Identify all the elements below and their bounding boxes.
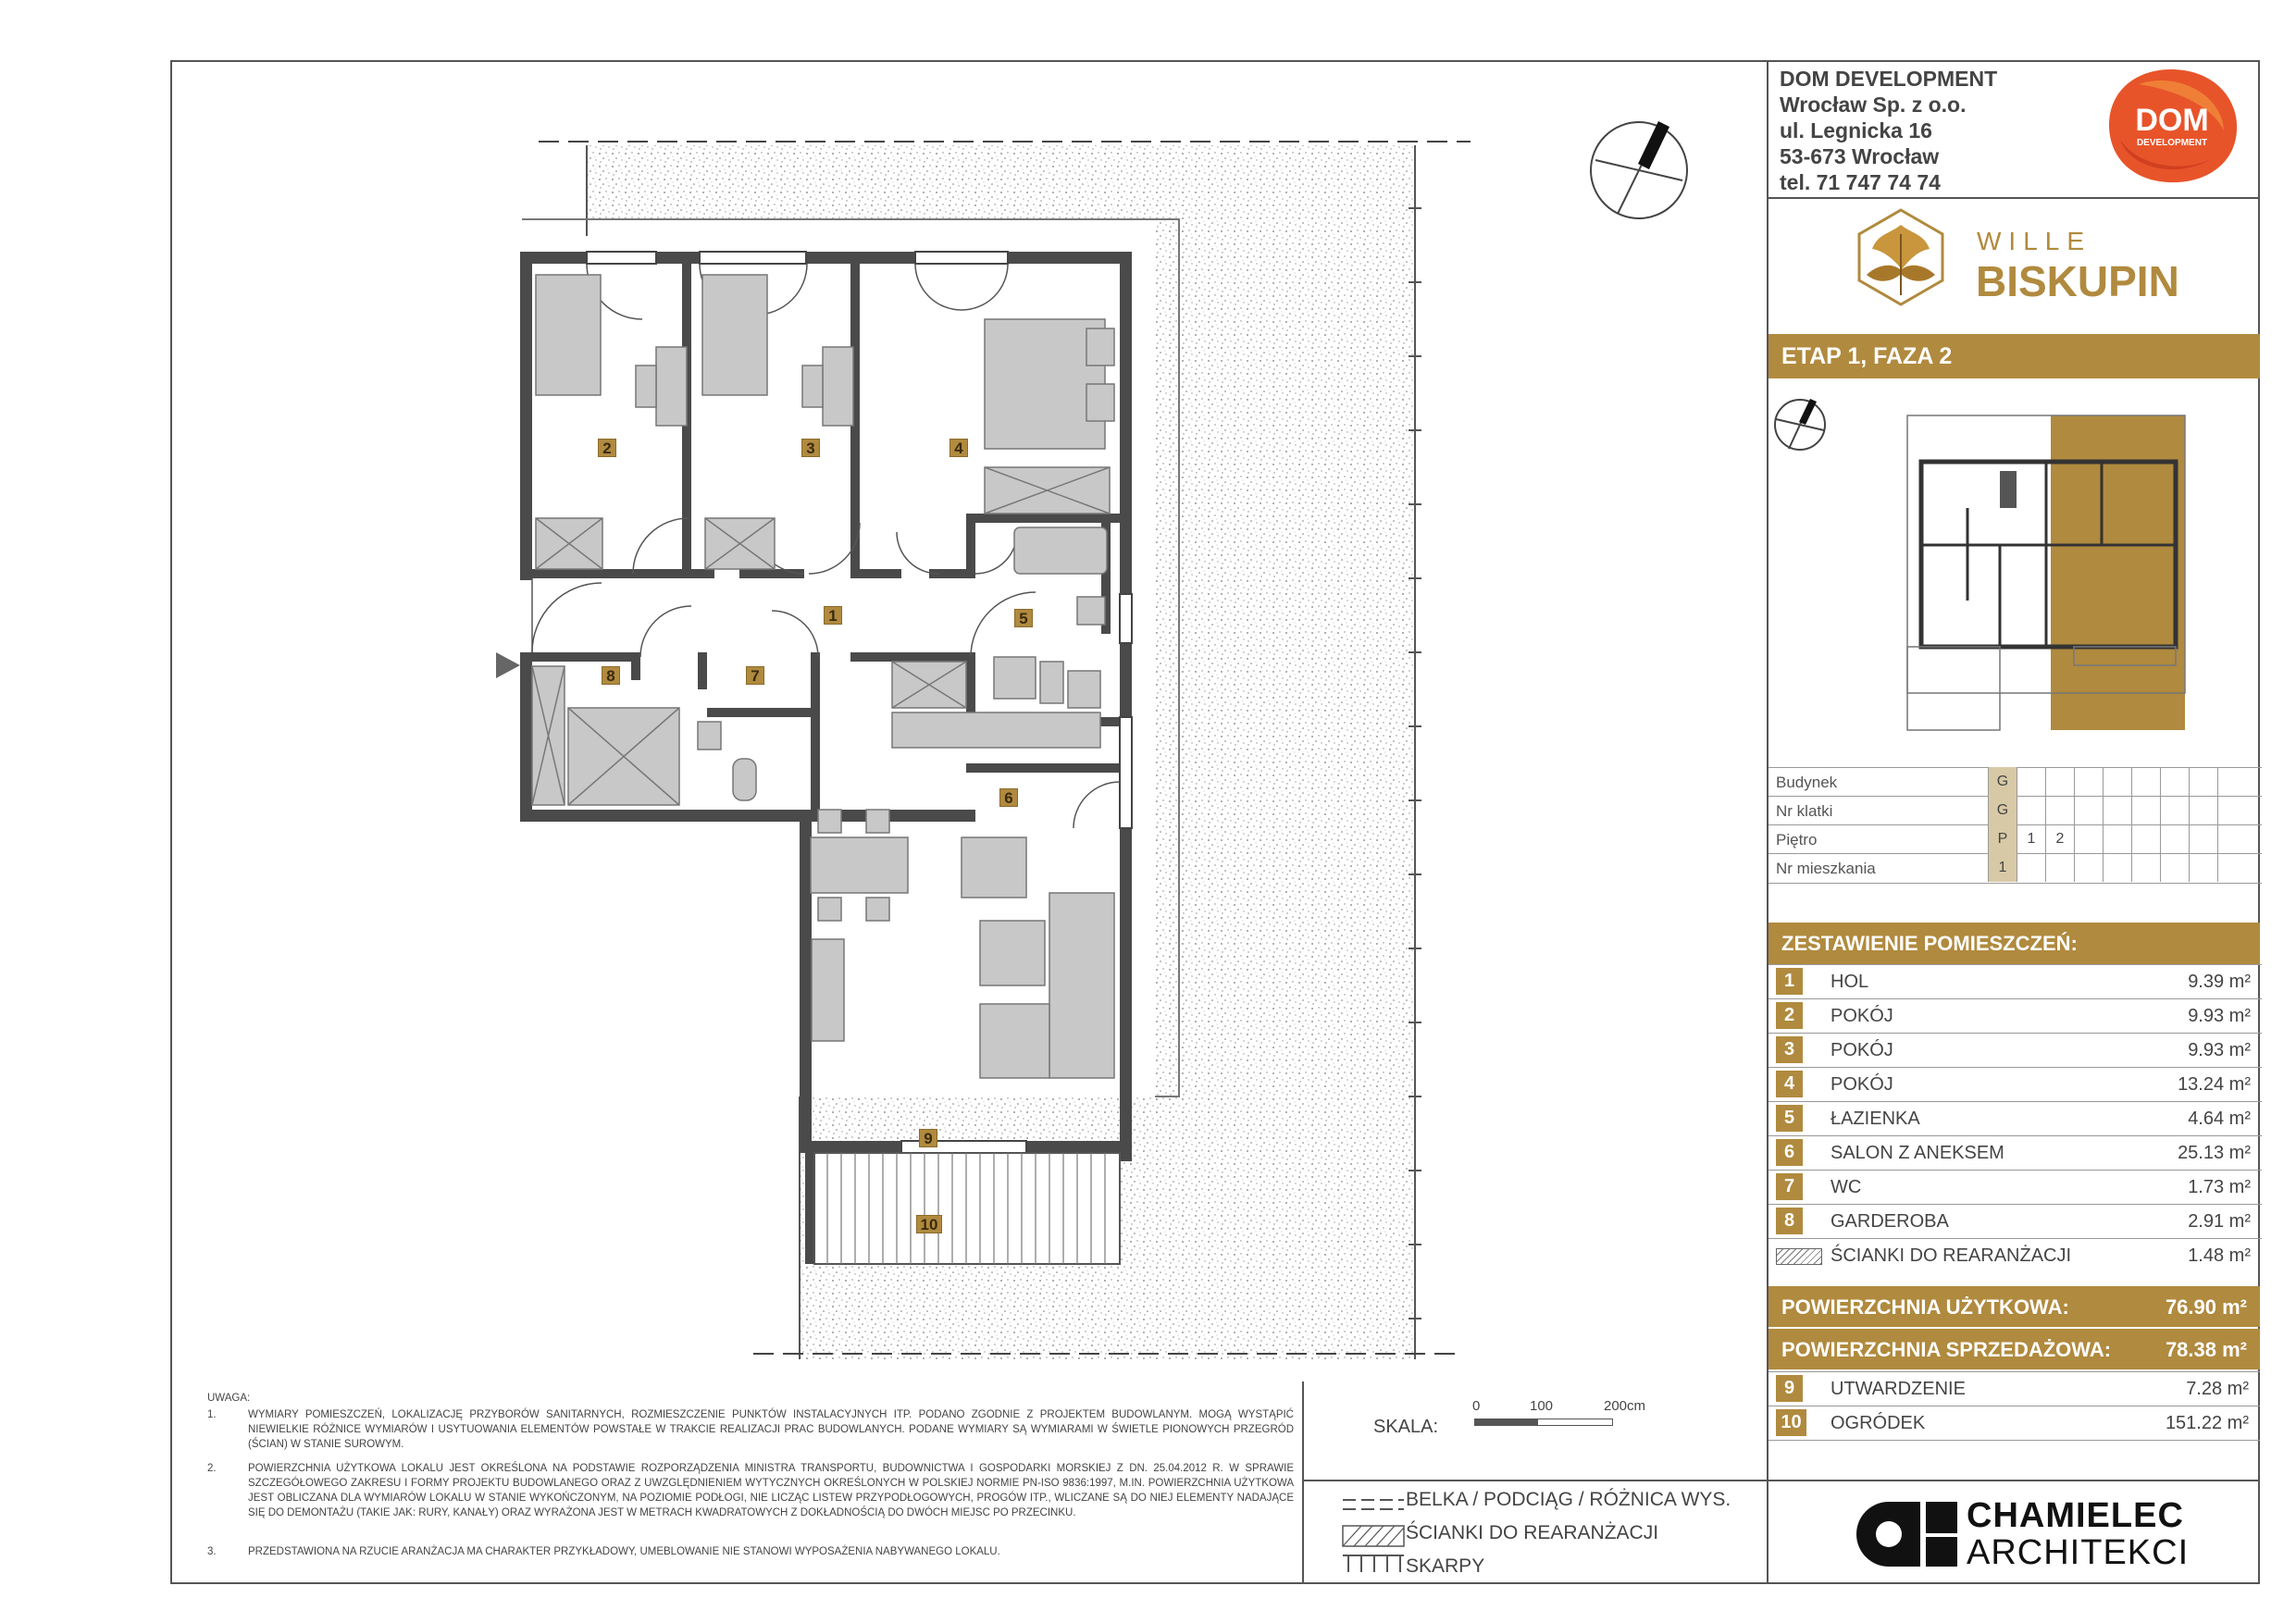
scale-tick-0: 0	[1472, 1398, 1481, 1414]
room-area: 25.13 m²	[2178, 1143, 2251, 1163]
legend-symbols	[1341, 1494, 1406, 1578]
slope-icon	[1343, 1555, 1404, 1572]
plan-label-7: 7	[746, 666, 764, 685]
info-label: Budynek	[1776, 774, 1838, 791]
room-row	[1769, 1033, 2262, 1067]
room-number: 4	[1776, 1071, 1803, 1097]
room-number: 5	[1776, 1105, 1803, 1132]
partitions-area: 1.48 m²	[2188, 1245, 2251, 1266]
scale-bar-dark	[1474, 1419, 1537, 1426]
room-row	[1769, 1170, 2262, 1204]
info-cell: P	[1988, 824, 2017, 853]
info-cell	[2131, 767, 2160, 796]
key-plan	[1769, 378, 2262, 767]
room-area: 9.39 m²	[2188, 972, 2251, 992]
room-row	[1769, 964, 2262, 998]
info-cell: 2	[2045, 824, 2074, 853]
plan-label-9: 9	[919, 1129, 937, 1147]
info-cell	[2189, 767, 2217, 796]
info-cell	[2217, 796, 2246, 824]
info-cell	[2103, 824, 2131, 853]
room-area: 7.28 m²	[2186, 1379, 2249, 1399]
legend-slopes: SKARPY	[1406, 1555, 1485, 1577]
plan-label-5: 5	[1014, 609, 1033, 627]
floor-plan-drawing	[170, 60, 1767, 1381]
plan-label-6: 6	[999, 788, 1018, 807]
plan-label-2: 2	[598, 439, 616, 457]
floor-plan	[170, 60, 1767, 1381]
info-cell	[2045, 853, 2074, 882]
scale-tick-200: 200cm	[1604, 1398, 1646, 1414]
room-area: 2.91 m²	[2188, 1211, 2251, 1232]
note-item	[207, 1461, 1295, 1537]
room-area: 1.73 m²	[2188, 1177, 2251, 1197]
info-cell	[2131, 824, 2160, 853]
notes-title: UWAGA:	[207, 1393, 251, 1404]
info-cell	[2103, 796, 2131, 824]
info-cell	[2160, 853, 2189, 882]
info-cell	[2160, 824, 2189, 853]
company-city: 53-673 Wrocław	[1780, 144, 1940, 168]
room-name: WC	[1831, 1177, 1862, 1197]
usable-area-value: 76.90 m²	[2165, 1295, 2247, 1319]
note-number: 2.	[207, 1463, 217, 1474]
info-cell	[2103, 767, 2131, 796]
info-cell	[2217, 853, 2246, 882]
info-cell: G	[1988, 796, 2017, 824]
scale-tick-100: 100	[1530, 1398, 1554, 1414]
unit-info-table	[1769, 767, 2262, 906]
plan-label-1: 1	[824, 606, 842, 625]
oak-leaf-logo-icon	[1850, 206, 1952, 308]
sale-area-band	[1769, 1329, 2260, 1369]
info-cell: 1	[2017, 824, 2045, 853]
stage-band: ETAP 1, FAZA 2	[1769, 334, 2260, 378]
plan-label-3: 3	[801, 439, 820, 457]
note-text: PRZEDSTAWIONA NA RZUCIE ARANŻACJA MA CHARAKTER PRZYKŁADOWY, UMEBLOWANIE NIE STANOWI WYPOSAŻENIA NABYWANEGO LOKALU.	[248, 1546, 1000, 1557]
info-cell	[2074, 824, 2103, 853]
room-number: 2	[1776, 1002, 1803, 1029]
info-cell	[2217, 767, 2246, 796]
info-cell	[2017, 853, 2045, 882]
info-cell	[2189, 796, 2217, 824]
hatch-icon	[1343, 1526, 1404, 1546]
architect-logo-icon	[1852, 1498, 1963, 1570]
plan-label-8: 8	[602, 666, 620, 685]
room-row-extra	[1769, 1371, 2260, 1406]
scale-bar-light	[1537, 1419, 1613, 1426]
info-cell: 1	[1988, 853, 2017, 882]
hatch-icon	[1776, 1248, 1822, 1265]
room-name: GARDEROBA	[1831, 1211, 1949, 1232]
terrace	[814, 1153, 1120, 1264]
info-cell	[2074, 796, 2103, 824]
info-label: Piętro	[1776, 831, 1818, 849]
plan-label-4: 4	[949, 439, 968, 457]
plan-label-10: 10	[916, 1215, 942, 1233]
architect-logo	[1852, 1493, 2222, 1576]
info-cell	[2045, 767, 2074, 796]
info-cell	[2160, 796, 2189, 824]
room-row	[1769, 1067, 2262, 1101]
room-row	[1769, 1204, 2262, 1238]
room-name: POKÓJ	[1831, 1040, 1893, 1060]
note-number: 1.	[207, 1409, 217, 1420]
note-text: WYMIARY POMIESZCZEŃ, LOKALIZACJĘ PRZYBORÓW SANITARNYCH, ROZMIESZCZENIE PUNKTÓW INSTALACYJNYCH ITP. PODANO ZGODNIE Z PROJEKTEM BUDOWLANYM. MOGĄ WYSTĄPIĆ NIEWIELKIE RÓŻNICE WYMIARÓW I USYTUOWANIA ELEMENTÓW POWSTAŁE W TRAKCIE REALIZACJI PRAC BUDOWLANYCH. PODANE WYMIARY SĄ WYMIARAMI W ŚWIETLE PIONOWYCH PRZEGRÓD (ŚCIAN) W STANIE SUROWYM.	[248, 1409, 1294, 1450]
partitions-row	[1769, 1238, 2262, 1272]
info-cell	[2017, 796, 2045, 824]
room-number: 7	[1776, 1173, 1803, 1200]
info-cell	[2045, 796, 2074, 824]
usable-area-label: POWIERZCHNIA UŻYTKOWA:	[1781, 1295, 2069, 1319]
company-street: ul. Legnicka 16	[1780, 118, 1932, 142]
note-text: POWIERZCHNIA UŻYTKOWA LOKALU JEST OKREŚLONA NA PODSTAWIE ROZPORZĄDZENIA MINISTRA TRANSPORTU, BUDOWNICTWA I GOSPODARKI MORSKIEJ Z DN. 25.04.2012 R. W SPRAWIE SZCZEGÓŁOWEGO ZAKRESU I FORMY PROJEKTU BUDOWLANEGO ORAZ Z UWZGLĘDNIENIEM WYTYCZNYCH OKREŚLONYCH W POLSKIEJ NORMIE PN-ISO 9836:1997, M.IN. POWIERZCHNIA UŻYTKOWA JEST OBLICZANA DLA WYMIARÓW LOKALU W STANIE WYKOŃCZONYM, NA POZIOMIE PODŁOGI, NIE LICZĄC LISTEW PRZYPODŁOGOWYCH, PROGÓW ITP., WLICZANE SĄ DO NIEJ ELEMENTY NADAJĄCE SIĘ DO DEMONTAŻU (TAKIE JAK: RURY, KANAŁY) ORAZ WYRAŻONA JEST W METRACH KWADRATOWYCH Z DOKŁADNOŚCIĄ DO DWÓCH MIEJSC PO PRZECINKU.	[248, 1463, 1294, 1518]
room-name: ŁAZIENKA	[1831, 1109, 1920, 1129]
scale-section	[1304, 1381, 1767, 1480]
dom-logo-text: DOM	[2135, 103, 2209, 138]
company-name: DOM DEVELOPMENT	[1780, 67, 1998, 91]
dom-logo	[2102, 66, 2240, 186]
architect-line2: ARCHITEKCI	[1967, 1533, 2190, 1572]
room-number: 8	[1776, 1208, 1803, 1234]
compass-icon	[1591, 121, 1687, 218]
room-number: 1	[1776, 968, 1803, 995]
brand-top: WILLE	[1977, 227, 2092, 255]
info-cell	[2189, 853, 2217, 882]
info-cell	[2074, 853, 2103, 882]
scale-label: SKALA:	[1373, 1417, 1439, 1437]
info-label: Nr mieszkania	[1776, 860, 1876, 877]
room-area: 151.22 m²	[2165, 1413, 2249, 1433]
room-area: 4.64 m²	[2188, 1109, 2251, 1129]
info-cell	[2131, 796, 2160, 824]
room-number: 3	[1776, 1036, 1803, 1063]
info-cell	[2160, 767, 2189, 796]
room-name: SALON Z ANEKSEM	[1831, 1143, 2004, 1163]
room-row	[1769, 1135, 2262, 1170]
room-row	[1769, 998, 2262, 1033]
company-address	[1780, 66, 1997, 195]
room-name: HOL	[1831, 972, 1869, 992]
note-item	[207, 1407, 1295, 1454]
room-name: OGRÓDEK	[1831, 1413, 1926, 1433]
partitions-name: ŚCIANKI DO REARANŻACJI	[1831, 1245, 2072, 1266]
info-cell	[2189, 824, 2217, 853]
room-row-extra	[1769, 1406, 2260, 1441]
info-cell	[2074, 767, 2103, 796]
info-cell	[2131, 853, 2160, 882]
legend-beam: BELKA / PODCIĄG / RÓŻNICA WYS.	[1406, 1489, 1731, 1510]
divider	[1769, 1480, 2260, 1481]
room-area: 9.93 m²	[2188, 1006, 2251, 1026]
legend-section	[1304, 1480, 1767, 1584]
room-name: POKÓJ	[1831, 1074, 1893, 1095]
room-area: 9.93 m²	[2188, 1040, 2251, 1060]
sale-area-value: 78.38 m²	[2165, 1338, 2247, 1361]
info-cell	[2217, 824, 2246, 853]
room-name: POKÓJ	[1831, 1006, 1893, 1026]
entrance-arrow	[496, 652, 520, 678]
key-plan-drawing	[1769, 378, 2262, 767]
room-number: 6	[1776, 1139, 1803, 1166]
info-cell: G	[1988, 767, 2017, 796]
rooms-heading: ZESTAWIENIE POMIESZCZEŃ:	[1769, 923, 2260, 964]
notes-section	[170, 1381, 1304, 1584]
room-area: 13.24 m²	[2178, 1074, 2251, 1095]
info-label: Nr klatki	[1776, 802, 1833, 820]
note-item	[207, 1544, 1295, 1561]
oak-leaf-svg	[1850, 206, 1952, 308]
info-panel	[1767, 60, 2260, 1584]
company-line2: Wrocław Sp. z o.o.	[1780, 93, 1967, 117]
room-number: 9	[1776, 1375, 1803, 1402]
info-cell	[2103, 853, 2131, 882]
company-phone: tel. 71 747 74 74	[1780, 170, 1941, 194]
info-cell	[2017, 767, 2045, 796]
note-number: 3.	[207, 1546, 217, 1557]
architect-line1: CHAMIELEC	[1967, 1496, 2184, 1535]
dom-logo-subtext: DEVELOPMENT	[2136, 138, 2208, 148]
sale-area-label: POWIERZCHNIA SPRZEDAŻOWA:	[1781, 1338, 2112, 1361]
brand-bottom: BISKUPIN	[1976, 257, 2179, 305]
room-row	[1769, 1101, 2262, 1135]
room-number: 10	[1776, 1409, 1806, 1436]
beam-dash-icon	[1343, 1500, 1404, 1509]
divider	[1769, 197, 2260, 199]
rooms-list	[1769, 964, 2262, 1273]
usable-area-band	[1769, 1286, 2260, 1327]
room-name: UTWARDZENIE	[1831, 1379, 1966, 1399]
legend-partitions: ŚCIANKI DO REARANŻACJI	[1406, 1522, 1659, 1543]
